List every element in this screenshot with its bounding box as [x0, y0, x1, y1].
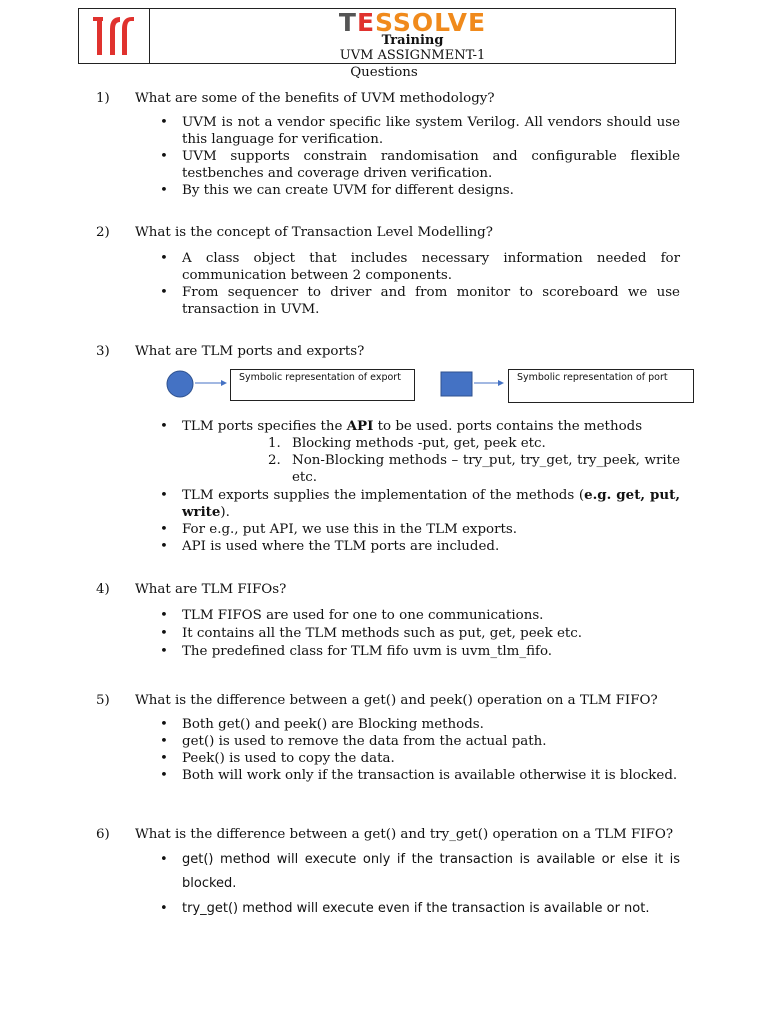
answer-list-4 — [160, 607, 680, 661]
sub-text: Blocking methods -put, get, peek etc. — [292, 436, 546, 451]
export-label: Symbolic representation of export — [239, 372, 401, 383]
list-item: • From sequencer to driver and from monitor to scoreboard we use transaction in UVM. — [160, 284, 680, 318]
document-header — [78, 8, 676, 64]
list-item: • TLM FIFOS are used for one to one communications. — [160, 607, 680, 625]
question-text: What is the concept of Transaction Level Modelling? — [135, 225, 493, 240]
sub-number: 1. — [268, 436, 281, 451]
question-number: 2) — [96, 225, 110, 240]
question-number: 4) — [96, 582, 110, 597]
list-item: • try_get() method will execute even if the transaction is available or not. — [160, 897, 680, 921]
answer-list-6 — [160, 848, 680, 921]
questions-heading: Questions — [350, 65, 418, 80]
text-run: to be used. ports contains the methods — [373, 419, 643, 434]
text-run: TLM ports specifies the — [182, 419, 347, 434]
port-square-icon — [441, 372, 472, 396]
list-item — [160, 418, 680, 435]
tessolve-logo-icon — [90, 15, 138, 57]
brand-letter-e: E — [356, 8, 376, 37]
list-item: • Both will work only if the transaction is available otherwise it is blocked. — [160, 767, 680, 784]
sub-item — [160, 452, 680, 486]
list-item: • A class object that includes necessary information needed for communication between 2 components. — [160, 250, 680, 284]
list-item: • By this we can create UVM for different designs. — [160, 182, 680, 199]
brand-rest: SSOLVE — [375, 8, 487, 37]
assignment-title: UVM ASSIGNMENT-1 — [339, 48, 486, 63]
logo-cell — [79, 9, 150, 63]
list-item: • get() method will execute only if the transaction is available or else it is blocked. — [160, 848, 680, 895]
training-label: Training — [381, 33, 444, 48]
question-number: 1) — [96, 91, 110, 106]
sub-item — [160, 435, 680, 452]
list-item: • UVM supports constrain randomisation and configurable flexible testbenches and coverage driven verification. — [160, 148, 680, 182]
answer-list-3 — [160, 418, 680, 435]
list-item: • Peek() is used to copy the data. — [160, 750, 680, 767]
answer-list-5 — [160, 716, 680, 784]
export-label-box — [230, 369, 415, 401]
text-bold: API — [346, 418, 374, 434]
list-item: • Both get() and peek() are Blocking methods. — [160, 716, 680, 733]
list-item: • get() is used to remove the data from the actual path. — [160, 733, 680, 750]
list-item: • The predefined class for TLM fifo uvm is uvm_tlm_fifo. — [160, 643, 680, 661]
answer-list-3b — [160, 487, 680, 555]
list-item — [160, 487, 680, 521]
port-label: Symbolic representation of port — [517, 372, 668, 383]
brand-letter-t: T — [338, 8, 357, 37]
question-text: What is the difference between a get() and try_get() operation on a TLM FIFO? — [135, 827, 674, 842]
text-run: TLM exports supplies the implementation of the methods ( — [182, 488, 585, 503]
question-text: What are TLM FIFOs? — [135, 582, 287, 597]
list-item: • For e.g., put API, we use this in the TLM exports. — [160, 521, 680, 538]
answer-list-1 — [160, 114, 680, 199]
text-run: ). — [220, 505, 230, 520]
question-number: 5) — [96, 693, 110, 708]
sub-number: 2. — [268, 453, 281, 468]
list-item: • It contains all the TLM methods such as put, get, peek etc. — [160, 625, 680, 643]
sub-text: Non-Blocking methods – try_put, try_get, try_peek, write etc. — [292, 453, 680, 485]
text-bold: e.g. get, put, write — [182, 487, 680, 520]
list-item: • API is used where the TLM ports are included. — [160, 538, 680, 555]
port-label-box — [508, 369, 694, 403]
question-number: 6) — [96, 827, 110, 842]
sub-list — [160, 435, 680, 486]
answer-list-2 — [160, 250, 680, 318]
question-number: 3) — [96, 344, 110, 359]
question-text: What are some of the benefits of UVM methodology? — [135, 91, 495, 106]
list-item: • UVM is not a vendor specific like system Verilog. All vendors should use this language for verification. — [160, 114, 680, 148]
question-text: What is the difference between a get() and peek() operation on a TLM FIFO? — [135, 693, 658, 708]
export-circle-icon — [167, 371, 193, 397]
question-text: What are TLM ports and exports? — [135, 344, 365, 359]
